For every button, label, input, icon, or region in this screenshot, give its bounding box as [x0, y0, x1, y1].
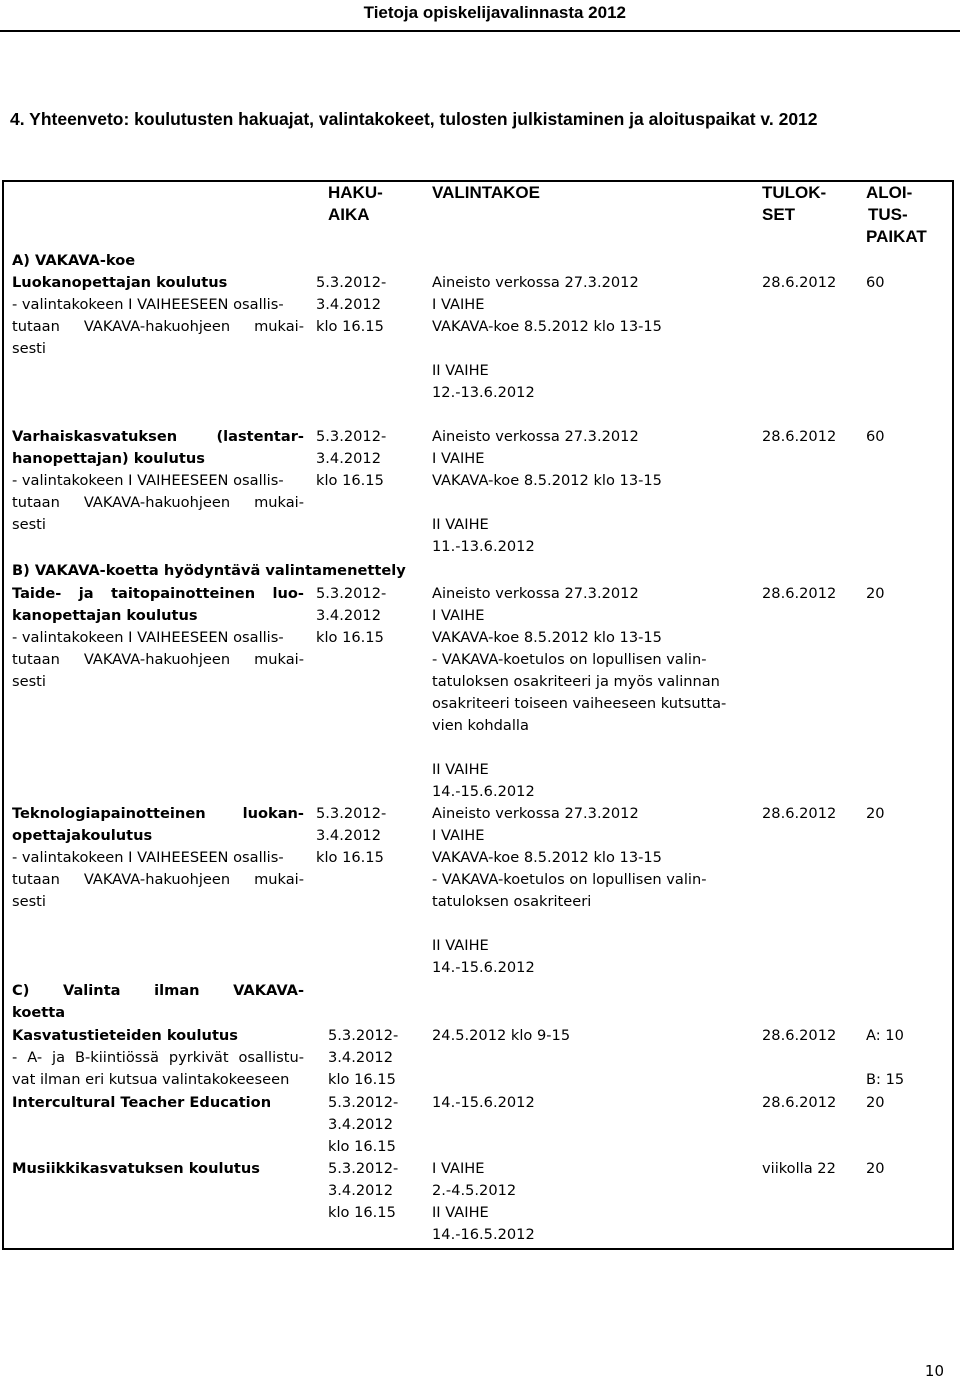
col-aloituspaikat-header: ALOI- TUS- PAIKAT	[866, 183, 927, 246]
row-6-hakuaika: 5.3.2012- 3.4.2012 klo 16.15	[328, 1160, 399, 1221]
col-valintakoe-header: VALINTAKOE	[432, 183, 540, 202]
row-5-tulokset: 28.6.2012	[762, 1094, 837, 1111]
row-5-valintakoe: 14.-15.6.2012	[432, 1094, 535, 1111]
header-rule	[0, 30, 960, 32]
row-4-program: Kasvatustieteiden koulutus - A- ja B-kiintiössä pyrkivät osallistu- vat ilman eri kutsua valintakokeeseen	[12, 1027, 304, 1088]
row-6-valintakoe: I VAIHE 2.-4.5.2012 II VAIHE 14.-16.5.2012	[432, 1160, 535, 1243]
row-1-tulokset: 28.6.2012	[762, 428, 837, 445]
header-title: Tietoja opiskelijavalinnasta 2012	[363, 3, 626, 22]
row-5-aloituspaikat: 20	[866, 1094, 885, 1111]
row-0-hakuaika: 5.3.2012- 3.4.2012 klo 16.15	[316, 274, 387, 335]
row-3-valintakoe: Aineisto verkossa 27.3.2012 I VAIHE VAKAVA-koe 8.5.2012 klo 13-15 - VAKAVA-koetulos on lopullisen valin- tatuloksen osakriteeri II VAIHE 14.-15.6.2012	[432, 805, 707, 976]
row-2-valintakoe: Aineisto verkossa 27.3.2012 I VAIHE VAKAVA-koe 8.5.2012 klo 13-15 - VAKAVA-koetulos on lopullisen valin- tatuloksen osakriteeri ja myös valinnan osakriteeri toiseen vaiheeseen kutsutta- vien kohdalla II VAIHE 14.-15.6.2012	[432, 585, 727, 800]
section-a-title: A) VAKAVA-koe	[12, 252, 136, 269]
row-0-valintakoe: Aineisto verkossa 27.3.2012 I VAIHE VAKAVA-koe 8.5.2012 klo 13-15 II VAIHE 12.-13.6.2012	[432, 274, 662, 401]
row-5-program: Intercultural Teacher Education	[12, 1094, 272, 1111]
row-4-tulokset: 28.6.2012	[762, 1027, 837, 1044]
page-header	[0, 0, 960, 24]
col-tulokset-header: TULOK- SET	[762, 183, 827, 224]
row-4-aloituspaikat: A: 10 B: 15	[866, 1027, 905, 1088]
row-5-hakuaika: 5.3.2012- 3.4.2012 klo 16.15	[328, 1094, 399, 1155]
section-b-title: B) VAKAVA-koetta hyödyntävä valintamenettely	[12, 562, 406, 579]
row-2-tulokset: 28.6.2012	[762, 585, 837, 602]
row-0-tulokset: 28.6.2012	[762, 274, 837, 291]
row-3-program: Teknologiapainotteinen luokan- opettajakoulutus - valintakokeen I VAIHEESEEN osallis- tutaan VAKAVA-hakuohjeen mukai- sesti	[12, 805, 304, 910]
row-1-valintakoe: Aineisto verkossa 27.3.2012 I VAIHE VAKAVA-koe 8.5.2012 klo 13-15 II VAIHE 11.-13.6.2012	[432, 428, 662, 555]
row-4-valintakoe: 24.5.2012 klo 9-15	[432, 1027, 571, 1044]
row-1-program: Varhaiskasvatuksen (lastentar- hanopettajan) koulutus - valintakokeen I VAIHEESEEN osallis- tutaan VAKAVA-hakuohjeen mukai- sesti	[12, 428, 304, 533]
row-2-aloituspaikat: 20	[866, 585, 885, 602]
row-3-aloituspaikat: 20	[866, 805, 885, 822]
section-heading: 4. Yhteenveto: koulutusten hakuajat, valintakokeet, tulosten julkistaminen ja aloituspaikat v. 2012	[10, 109, 818, 129]
row-4-hakuaika: 5.3.2012- 3.4.2012 klo 16.15	[328, 1027, 399, 1088]
row-3-tulokset: 28.6.2012	[762, 805, 837, 822]
row-2-program: Taide- ja taitopainotteinen luo- kanopettajan koulutus - valintakokeen I VAIHEESEEN osallis- tutaan VAKAVA-hakuohjeen mukai- sesti	[12, 585, 304, 690]
section-c-title: C) Valinta ilman VAKAVA- koetta	[12, 982, 304, 1021]
row-0-program: Luokanopettajan koulutus - valintakokeen I VAIHEESEEN osallis- tutaan VAKAVA-hakuohjeen mukai- sesti	[12, 274, 304, 357]
row-1-hakuaika: 5.3.2012- 3.4.2012 klo 16.15	[316, 428, 387, 489]
page-number: 10	[924, 1362, 944, 1380]
row-0-aloituspaikat: 60	[866, 274, 885, 291]
row-1-aloituspaikat: 60	[866, 428, 885, 445]
row-3-hakuaika: 5.3.2012- 3.4.2012 klo 16.15	[316, 805, 387, 866]
col-hakuaika-header: HAKU- AIKA	[328, 183, 383, 224]
row-2-hakuaika: 5.3.2012- 3.4.2012 klo 16.15	[316, 585, 387, 646]
row-6-aloituspaikat: 20	[866, 1160, 885, 1177]
row-6-program: Musiikkikasvatuksen koulutus	[12, 1160, 260, 1177]
row-6-tulokset: viikolla 22	[762, 1160, 836, 1177]
